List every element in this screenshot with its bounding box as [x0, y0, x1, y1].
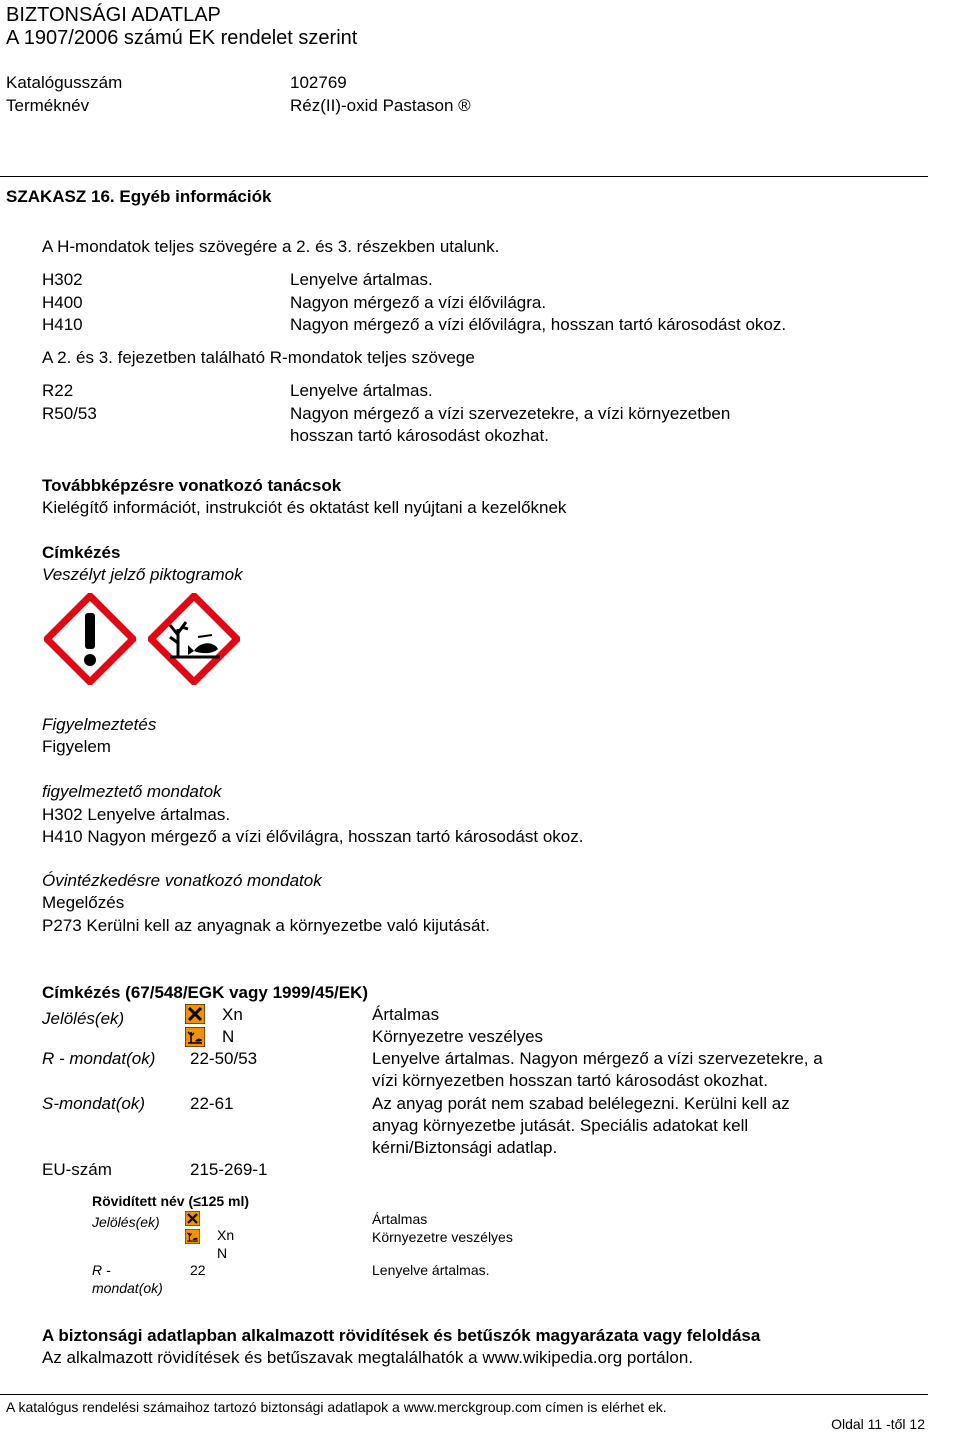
eu-label-title: Címkézés (67/548/EGK vagy 1999/45/EK) — [42, 983, 369, 1002]
designation-code: N — [222, 1027, 235, 1046]
h-code: H302 — [42, 270, 83, 289]
catalog-value: 102769 — [290, 73, 347, 92]
short-designation-code: Xn — [217, 1227, 235, 1243]
short-designation-code: N — [217, 1245, 228, 1261]
short-designation-text: Környezetre veszélyes — [372, 1229, 513, 1245]
footer-note: A katalógus rendelési számaihoz tartozó biztonsági adatlapok a www.merckgroup.com címen is elérhet ek. — [6, 1399, 667, 1415]
section-divider — [0, 176, 928, 177]
h-text: Nagyon mérgező a vízi élővilágra. — [290, 293, 547, 312]
s-sentences-label: S-mondat(ok) — [42, 1094, 145, 1113]
s-sentences-text: anyag környezetbe jutását. Speciális adatokat kell — [372, 1116, 749, 1135]
r-sentences-label: R - mondat(ok) — [42, 1049, 156, 1068]
r-sentences-text: Lenyelve ártalmas. Nagyon mérgező a vízi szervezetekre, a — [372, 1049, 823, 1068]
h-code: H410 — [42, 315, 83, 334]
footer-divider — [0, 1394, 928, 1395]
s-sentences-text: kérni/Biztonsági adatlap. — [372, 1138, 558, 1157]
hazard-line: H302 Lenyelve ártalmas. — [42, 805, 231, 824]
eu-number-label: EU-szám — [42, 1160, 112, 1179]
signal-value: Figyelem — [42, 737, 111, 756]
harmful-cross-icon — [185, 1211, 200, 1226]
short-designation-label: Jelölés(ek) — [92, 1214, 160, 1230]
product-value: Réz(II)-oxid Pastason ® — [290, 96, 471, 115]
designation-code: Xn — [222, 1005, 243, 1024]
s-sentences-text: Az anyag porát nem szabad belélegezni. Kerülni kell az — [372, 1094, 790, 1113]
short-r-label: mondat(ok) — [92, 1280, 163, 1296]
designation-label: Jelölés(ek) — [42, 1009, 125, 1028]
r-code: R50/53 — [42, 404, 97, 423]
r-text: Lenyelve ártalmas. — [290, 381, 433, 400]
labeling-title: Címkézés — [42, 543, 121, 562]
catalog-label: Katalógusszám — [6, 73, 123, 92]
short-designation-text: Ártalmas — [372, 1211, 428, 1227]
hazard-line: H410 Nagyon mérgező a vízi élővilágra, hosszan tartó károsodást okoz. — [42, 827, 584, 846]
short-r-text: Lenyelve ártalmas. — [372, 1262, 490, 1278]
training-text: Kielégítő információt, instrukciót és oktatást kell nyújtani a kezelőknek — [42, 498, 567, 517]
short-r-label: R - — [92, 1262, 111, 1278]
prevention-text: P273 Kerülni kell az anyagnak a környezetbe való kijutását. — [42, 916, 490, 935]
environment-pictogram-icon — [148, 593, 240, 685]
harmful-cross-icon — [185, 1004, 205, 1024]
page-number: Oldal 11 -től 12 — [831, 1416, 925, 1432]
h-text: Lenyelve ártalmas. — [290, 270, 433, 289]
regulation-text: A 1907/2006 számú EK rendelet szerint — [6, 27, 358, 49]
precaution-label: Óvintézkedésre vonatkozó mondatok — [42, 871, 322, 890]
h-code: H400 — [42, 293, 83, 312]
product-label: Terméknév — [6, 96, 90, 115]
document-title: BIZTONSÁGI ADATLAP — [6, 4, 221, 26]
r-code: R22 — [42, 381, 74, 400]
r-text-continued: hosszan tartó károsodást okozhat. — [290, 426, 549, 445]
short-name-title: Rövidített név (≤125 ml) — [92, 1193, 250, 1209]
section-title: SZAKASZ 16. Egyéb információk — [6, 187, 272, 206]
r-sentences-text: vízi környezetben hosszan tartó károsodást okozhat. — [372, 1071, 768, 1090]
exclamation-mark-pictogram-icon — [44, 593, 136, 685]
dead-tree-fish-icon — [185, 1229, 200, 1244]
designation-text: Ártalmas — [372, 1005, 440, 1024]
short-r-value: 22 — [190, 1262, 206, 1278]
dead-tree-fish-icon — [185, 1027, 205, 1047]
r-text: Nagyon mérgező a vízi szervezetekre, a vízi környezetben — [290, 404, 731, 423]
eu-number-value: 215-269-1 — [190, 1160, 268, 1179]
r-intro: A 2. és 3. fejezetben található R-mondatok teljes szövege — [42, 348, 475, 367]
training-title: Továbbképzésre vonatkozó tanácsok — [42, 476, 342, 495]
abbreviations-text: Az alkalmazott rövidítések és betűszavak megtalálhatók a www.wikipedia.org portálon. — [42, 1348, 694, 1367]
r-sentences-value: 22-50/53 — [190, 1049, 258, 1068]
signal-label: Figyelmeztetés — [42, 715, 157, 734]
prevention-label: Megelőzés — [42, 893, 125, 912]
abbreviations-title: A biztonsági adatlapban alkalmazott rövidítések és betűszók magyarázata vagy feloldása — [42, 1326, 761, 1345]
pictograms-label: Veszélyt jelző piktogramok — [42, 565, 243, 584]
h-text: Nagyon mérgező a vízi élővilágra, hosszan tartó károsodást okoz. — [290, 315, 787, 334]
h-intro: A H-mondatok teljes szövegére a 2. és 3. részekben utalunk. — [42, 237, 500, 256]
designation-text: Környezetre veszélyes — [372, 1027, 544, 1046]
hazard-label: figyelmeztető mondatok — [42, 782, 222, 801]
s-sentences-value: 22-61 — [190, 1094, 234, 1113]
